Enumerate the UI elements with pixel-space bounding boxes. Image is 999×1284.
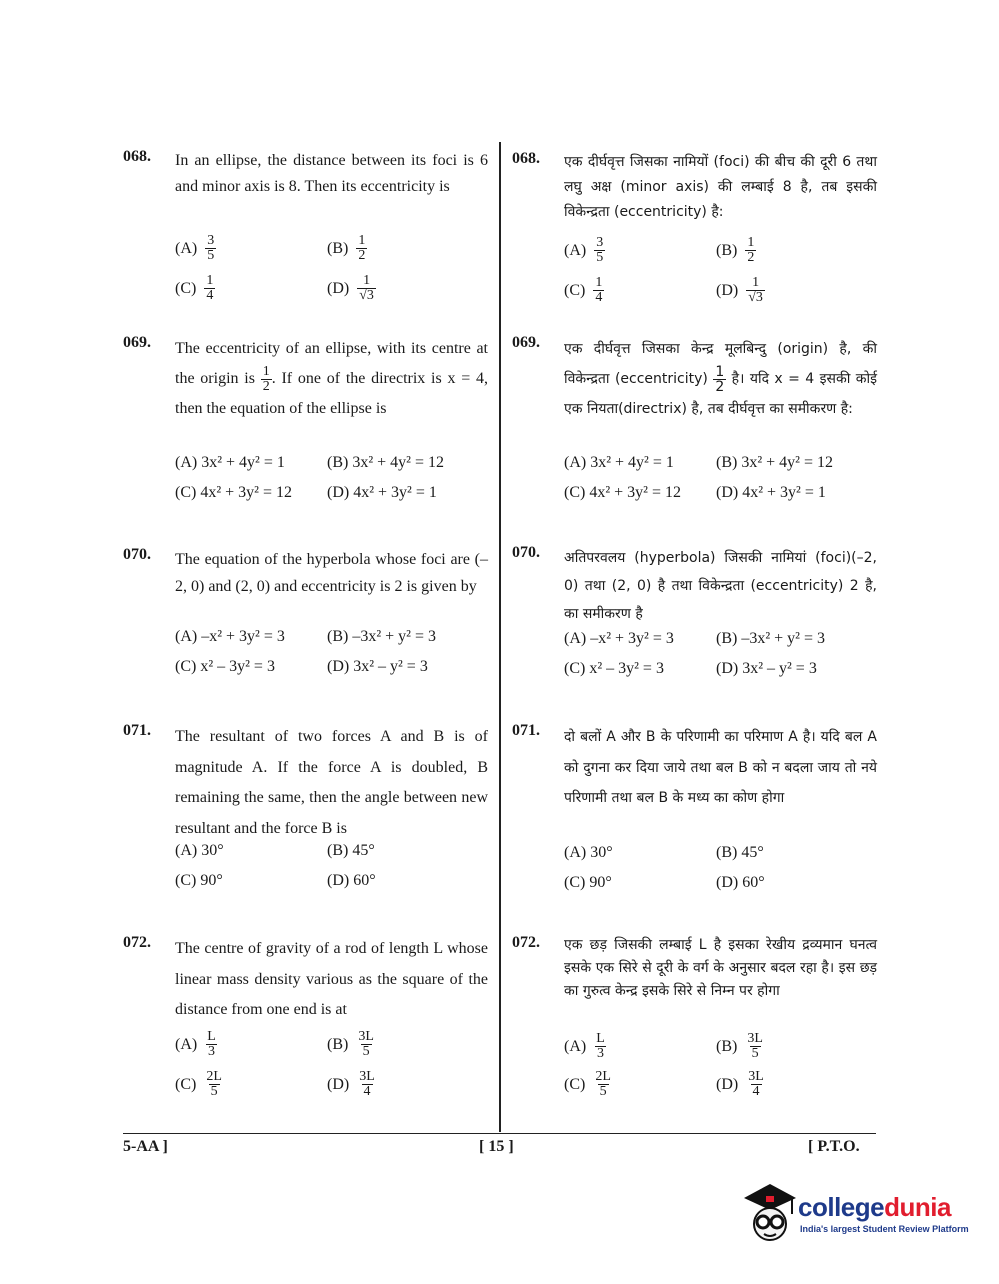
page-number: [ 15 ] [479,1138,514,1155]
question-070-hindi [512,544,877,684]
question-number: 068. [123,148,151,165]
question-068-hindi [512,150,877,320]
option-b[interactable]: (B) –3x² + y² = 3 [327,628,436,645]
option-d[interactable]: (D) 60° [716,874,765,891]
option-a[interactable]: (A) $\frac{3}{5}$ [175,233,215,263]
option-d[interactable]: (D) 3x² – y² = 3 [327,658,428,675]
question-text: एक दीर्घवृत्त जिसका केन्द्र मूलबिन्दु (origin) है, की विकेन्द्रता (eccentricity) $\frac{1}{2}$ है। यदि x = 4 इसकी कोई एक नियता(directrix) है, तब दीर्घवृत्त का समीकरण है: [564,341,878,417]
option-d[interactable]: (D) 4x² + 3y² = 1 [716,484,826,501]
question-number: 070. [512,544,540,561]
question-text: एक दीर्घवृत्त जिसका नामियों (foci) की बीच की दूरी 6 तथा लघु अक्ष (minor axis) की लम्बाई 8 है, तब इसकी विकेन्द्रता (eccentricity) है: [564,154,877,220]
pto-label: [ P.T.O. [808,1138,860,1155]
question-text: दो बलों A और B के परिणामी का परिमाण A है। यदि बल A को दुगना कर दिया जाये तथा बल B को न बदला जाय तो नये परिणामी तथा बल B के मध्य का कोण होगा [564,729,877,806]
question-number: 071. [123,722,151,739]
option-b[interactable]: (B) $\frac{3L}{5}$ [716,1031,763,1061]
option-c[interactable]: (C) $\frac{2L}{5}$ [564,1069,611,1099]
question-text: The resultant of two forces A and B is of magnitude A. If the force A is doubled, B remaining the same, then the angle between new resultant and the force B is [175,728,488,837]
option-c[interactable]: (C) $\frac{1}{4}$ [564,275,603,305]
logo-tagline: India's largest Student Review Platform [800,1224,969,1234]
graduate-mascot-icon [740,1180,800,1250]
question-number: 069. [512,334,540,351]
question-069-hindi [512,334,877,514]
collegedunia-logo[interactable] [740,1180,970,1250]
question-number: 072. [123,934,151,951]
option-a[interactable]: (A) 30° [175,842,224,859]
option-a[interactable]: (A) 3x² + 4y² = 1 [564,454,674,471]
question-071 [123,722,488,902]
option-c[interactable]: (C) 4x² + 3y² = 12 [175,484,292,501]
option-c[interactable]: (C) x² – 3y² = 3 [175,658,275,675]
option-b[interactable]: (B) 3x² + 4y² = 12 [327,454,444,471]
option-d[interactable]: (D) 60° [327,872,376,889]
option-d[interactable]: (D) $\frac{1}{√3}$ [327,273,374,303]
column-divider [499,142,501,1132]
option-b[interactable]: (B) 3x² + 4y² = 12 [716,454,833,471]
question-072-hindi [512,934,877,1114]
option-c[interactable]: (C) 90° [175,872,223,889]
question-text: एक छड़ जिसकी लम्बाई L है इसका रेखीय द्रव्यमान घनत्व इसके एक सिरे से दूरी के वर्ग के अनुसार बदल रहा है। इस छड़ का गुरुत्व केन्द्र इसके सिरे से निम्न पर होगा [564,937,877,999]
question-071-hindi [512,722,877,902]
option-c[interactable]: (C) x² – 3y² = 3 [564,660,664,677]
option-b[interactable]: (B) $\frac{1}{2}$ [716,235,755,265]
option-d[interactable]: (D) 3x² – y² = 3 [716,660,817,677]
option-c[interactable]: (C) 4x² + 3y² = 12 [564,484,681,501]
question-text: अतिपरवलय (hyperbola) जिसकी नामियां (foci)(–2, 0) तथा (2, 0) है तथा विकेन्द्रता (eccentricity) 2 है, का समीकरण है [564,550,877,622]
question-text: The equation of the hyperbola whose foci are (–2, 0) and (2, 0) and eccentricity is 2 is given by [175,551,488,595]
question-text: In an ellipse, the distance between its foci is 6 and minor axis is 8. Then its eccentricity is [175,152,488,195]
option-a[interactable]: (A) –x² + 3y² = 3 [564,630,674,647]
question-068 [123,148,488,318]
question-number: 072. [512,934,540,951]
question-072 [123,934,488,1114]
question-text: The eccentricity of an ellipse, with its centre at the origin is $\frac{1}{2}$ . If one of the directrix is x = 4, then the equation of the ellipse is [175,340,489,417]
option-a[interactable]: (A) 30° [564,844,613,861]
question-text: The centre of gravity of a rod of length L whose linear mass density various as the square of the distance from one end is at [175,940,488,1018]
option-b[interactable]: (B) 45° [716,844,764,861]
option-a[interactable]: (A) $\frac{L}{3}$ [175,1029,216,1059]
option-b[interactable]: (B) 45° [327,842,375,859]
option-b[interactable]: (B) –3x² + y² = 3 [716,630,825,647]
question-069 [123,334,488,514]
question-number: 071. [512,722,540,739]
question-number: 070. [123,546,151,563]
question-number: 068. [512,150,540,167]
question-number: 069. [123,334,151,351]
option-b[interactable]: (B) $\frac{1}{2}$ [327,233,366,263]
option-c[interactable]: (C) $\frac{2L}{5}$ [175,1069,222,1099]
option-a[interactable]: (A) –x² + 3y² = 3 [175,628,285,645]
option-d[interactable]: (D) 4x² + 3y² = 1 [327,484,437,501]
footer-rule [123,1133,876,1134]
option-a[interactable]: (A) $\frac{3}{5}$ [564,235,604,265]
logo-wordmark: collegedunia [798,1192,951,1222]
option-b[interactable]: (B) $\frac{3L}{5}$ [327,1029,374,1059]
option-d[interactable]: (D) $\frac{1}{√3}$ [716,275,763,305]
option-a[interactable]: (A) $\frac{L}{3}$ [564,1031,605,1061]
option-c[interactable]: (C) $\frac{1}{4}$ [175,273,214,303]
question-070 [123,546,488,686]
option-c[interactable]: (C) 90° [564,874,612,891]
option-a[interactable]: (A) 3x² + 4y² = 1 [175,454,285,471]
option-d[interactable]: (D) $\frac{3L}{4}$ [716,1069,764,1099]
paper-code: 5-AA ] [123,1138,168,1155]
option-d[interactable]: (D) $\frac{3L}{4}$ [327,1069,375,1099]
